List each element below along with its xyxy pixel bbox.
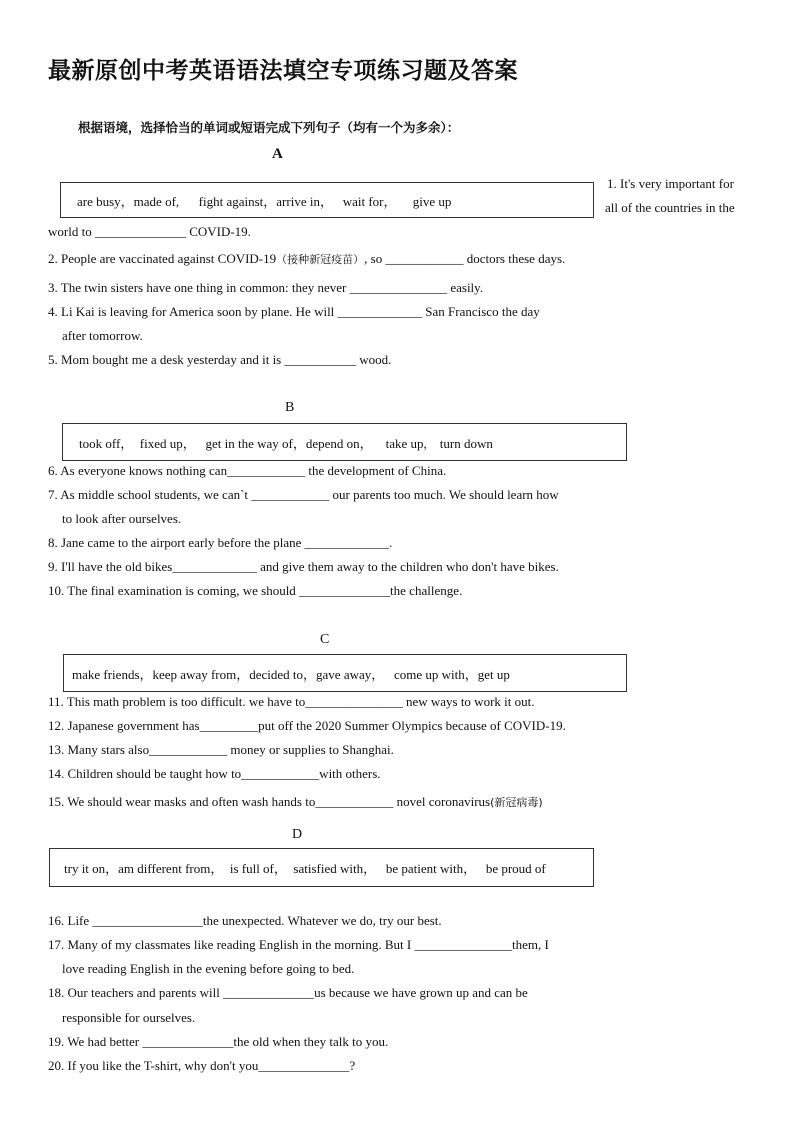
question-1: 1. It's very important for: [607, 176, 734, 191]
question-15-text: 15. We should wear masks and often wash hands to____________ novel coronavirus: [48, 794, 491, 809]
question-1-line-3: world to ______________ COVID-19.: [48, 224, 251, 239]
question-2-chinese-note: （接种新冠疫苗）: [276, 253, 365, 266]
question-4: 4. Li Kai is leaving for America soon by plane. He will _____________ San Francisco the day: [48, 304, 540, 319]
page-title: 最新原创中考英语语法填空专项练习题及答案: [48, 58, 518, 84]
question-4-line-2: after tomorrow.: [62, 328, 143, 343]
word-bank-text: try it on，am different from， is full of， satisfied with， be patient with， be proud of: [64, 861, 546, 876]
question-19: 19. We had better ______________the old when they talk to you.: [48, 1034, 389, 1049]
question-11: 11. This math problem is too difficult. we have to_______________ new ways to work it out.: [48, 694, 535, 709]
section-b-label: B: [285, 400, 295, 415]
section-b-word-bank: [62, 423, 627, 461]
question-18: 18. Our teachers and parents will ______________us because we have grown up and can be: [48, 985, 528, 1000]
question-9: 9. I'll have the old bikes_____________ and give them away to the children who don't have bikes.: [48, 559, 559, 574]
section-d-word-bank: [49, 848, 594, 887]
question-2-text: 2. People are vaccinated against COVID-19: [48, 251, 277, 266]
question-13: 13. Many stars also____________ money or supplies to Shanghai.: [48, 742, 394, 757]
question-18-line-2: responsible for ourselves.: [62, 1010, 196, 1025]
question-5: 5. Mom bought me a desk yesterday and it is ___________ wood.: [48, 352, 392, 367]
question-17-line-2: love reading English in the evening before going to bed.: [62, 961, 355, 976]
instructions: 根据语境，选择恰当的单词或短语完成下列句子（均有一个为多余）：: [78, 120, 460, 135]
question-3: 3. The twin sisters have one thing in common: they never _______________ easily.: [48, 280, 484, 295]
question-12: 12. Japanese government has_________put off the 2020 Summer Olympics because of COVID-19.: [48, 718, 566, 733]
question-15: [48, 794, 543, 810]
word-bank-text: took off， fixed up， get in the way of，depend on， take up, turn down: [79, 435, 493, 451]
question-15-chinese-note: (新冠病毒): [490, 796, 543, 809]
question-17: 17. Many of my classmates like reading English in the morning. But I _______________them, I: [48, 937, 549, 952]
section-c-label: C: [320, 632, 330, 647]
question-16: 16. Life _________________the unexpected. Whatever we do, try our best.: [48, 913, 442, 928]
question-1-line-2: all of the countries in the: [605, 200, 735, 215]
section-c-word-bank: [63, 654, 627, 692]
question-2: [48, 251, 565, 267]
section-d-label: D: [292, 827, 303, 842]
question-6: 6. As everyone knows nothing can____________ the development of China.: [48, 463, 447, 478]
section-a-word-bank: [60, 182, 594, 218]
question-8: 8. Jane came to the airport early before the plane _____________.: [48, 535, 393, 550]
question-10: 10. The final examination is coming, we should ______________the challenge.: [48, 583, 463, 598]
word-bank-text: are busy，made of, fight against，arrive in， wait for， give up: [77, 193, 452, 209]
section-a-label: A: [272, 146, 283, 162]
question-20: 20. If you like the T-shirt, why don't you______________?: [48, 1058, 356, 1073]
question-14: 14. Children should be taught how to____________with others.: [48, 766, 381, 781]
question-2-text-end: , so ____________ doctors these days.: [364, 251, 566, 266]
question-7-line-2: to look after ourselves.: [62, 511, 182, 526]
word-bank-text: make friends，keep away from，decided to，gave away， come up with，get up: [72, 666, 510, 682]
question-7: 7. As middle school students, we can`t ____________ our parents too much. We should learn how: [48, 487, 559, 502]
